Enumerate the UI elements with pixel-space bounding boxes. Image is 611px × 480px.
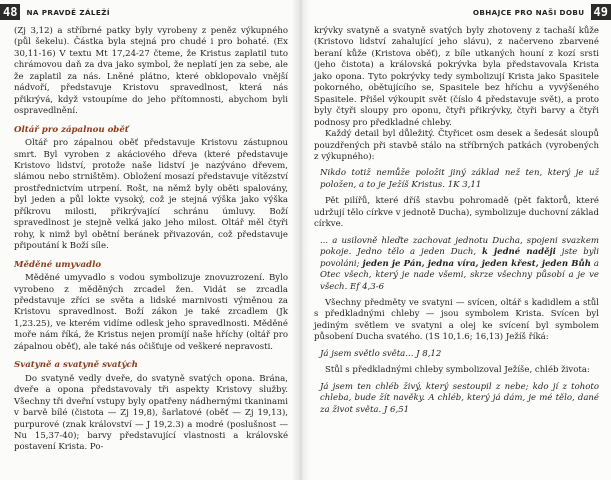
paragraph: Oltář pro zápalnou oběť představuje Kristovu zástupnou smrt. Byl vyroben z akáciového dřeva (které představuje Kristovo lidství, protože naše lidství je nazýváno dřevem, slámou nebo strništěm). Obložení mosazí představuje vítězství prostřednictvím utrpení. Rošt, na němž byly oběti spalovány, byl jeden a půl lokte vysoký, což je stejná výška jako výška příkrovu milosti, přikrývající schránu úmluvy. Boží spravedlnost je stejně velká jako jeho milost. Oltář měl čtyři rohy, k nimž byl obětní beránek přivazován, což představuje připoutání k Boží síle. — [14, 138, 288, 252]
quote-text: ... a usilovně hleďte zachovat jednotu Ducha, spojeni svazkem pokoje. Jedno tělo a jeden Duch, — [320, 235, 599, 258]
section-heading: Oltář pro zápalnou oběť — [14, 124, 129, 135]
paragraph: Všechny předměty ve svatyni — svícen, oltář s kadidlem a stůl s předkladnými chleby — jsou symbolem Krista. Svícen byl jediným světlem ve svatyni a olej ke svícení byl symbolem působení Ducha svatého. (1S 10,1.6; 16,13) Ježíš říká: — [314, 297, 599, 343]
right-page-body — [314, 26, 599, 416]
left-page — [0, 0, 298, 480]
left-page-body — [14, 26, 288, 454]
scripture-quote: Já jsem světlo světa... J 8,12 — [320, 348, 442, 359]
paragraph: (Zj 3,12) a stříbrné patky byly vyrobeny z peněz výkupného (půl šekelu). Částka byla stejná pro chudé i pro bohaté. (Ex 30,11-16) V textu Mt 17,24-27 čteme, že Kristus zaplatil tuto chrámovou daň za dva jako symbol, že neplatí jen za sebe, ale že zaplatil za nás. Lněné plátno, které obklopovalo vnější nádvoří, představuje Kristovu spravedlnost, která nás přikrývá, když vstoupíme do jeho přítomnosti, abychom byli ospravedlnění. — [14, 26, 288, 117]
running-title: NA PRAVDĚ ZÁLEŽÍ — [26, 7, 110, 17]
scripture-quote: Nikdo totiž nemůže položit jiný základ než ten, který je už položen, a to je Ježíš Kristus. 1K 3,11 — [320, 168, 599, 190]
paragraph: Stůl s předkladnými chleby symbolizoval Ježíše, chléb života: — [325, 365, 590, 376]
quote-text: a Otec všech, který je nade všemi, skrze všechny působí a je ve všech. Ef 4,3-6 — [320, 258, 599, 292]
section-heading: Měděné umyvadlo — [14, 259, 102, 270]
quote-emphasis: k jedné naději — [481, 247, 556, 258]
right-page — [298, 0, 611, 480]
paragraph: krývky svatyně a svatyně svatých byly zhotoveny z tachaší kůže (Kristovo lidství zahalující jeho slávu), z načerveno zbarvené beraní kůže (Kristova oběť), z bíle utkaných houní z kozí srsti (jeho čistota) a královská pokrývka byla představovala Krista jako opona. Tyto pokrývky tedy symbolizují Krista jako Spasitele pokorného, obětujícího se, Spasitele bez hříchu a vyvýšeného Spasitele. Přišel výkoupit svět (číslo 4 představuje svět), a proto byly čtyři sloupy pro oponu, čtyři přikrývky, čtyři barvy a čtyři podnosy pro předkladné chleby. — [314, 26, 599, 128]
page-number: 48 — [0, 4, 20, 20]
paragraph: Do svatyně vedly dveře, do svatyně svatých opona. Brána, dveře a opona představovaly tři aspekty Kristovy služby. Všechny tři dveřní vstupy byly opatřeny nádhernými tkaninami v barvě bílé (čistota — Zj 19,8), šarlatové (oběť — Zj 19,13), purpurové (znak království — J 19,2.3) a modré (poslušnost — Nu 15,37-40); barvy představující vlastnosti a královské postavení Krista. Po- — [14, 373, 288, 453]
paragraph: Měděné umyvadlo s vodou symbolizuje znovuzrození. Bylo vyrobeno z měděných zrcadel žen. Vidát se zrcadla představuje zříci se světa a lidské marnivosti výměnou za Kristovu spravedlnost. Boží zákon je také zrcadlem (Jk 1,23.25), ve kterém vidíme odlesk jeho spravedlnosti. Měděné moře nám říká, že Kristus nejen promíjí naše hříchy (oltář pro zápalnou oběť), ale také nás očišťuje od veškeré nepravosti. — [14, 273, 288, 352]
scripture-quote: Já jsem ten chléb živý, který sestoupil z nebe; kdo jí z tohoto chleba, bude žít navěky. A chléb, který já dám, je mé tělo, dané za život světa. J 6,51 — [320, 381, 599, 415]
left-page-header — [0, 4, 116, 20]
scripture-quote — [320, 236, 599, 293]
section-heading: Svatyně a svatyně svatých — [14, 360, 138, 371]
running-title: OBHAJCE PRO NAŠI DOBU — [472, 7, 585, 17]
page-number: 49 — [591, 4, 611, 20]
paragraph: Pět pilířů, které dříš stavbu pohromadě (pět faktorů, které udržují tělo církve v jednotě Ducha), symbolizuje duchovní základ církve. — [314, 196, 599, 230]
right-page-header — [467, 4, 611, 20]
quote-text: jste byli povoláni; — [320, 247, 599, 269]
quote-emphasis: jeden je Pán, jedna víra, jeden křest, jeden Bůh — [362, 258, 591, 269]
paragraph: Každý detail byl důležitý. Čtyřicet osm desek a šedesát sloupů pouzdřených při stavbě stálo na stříbrných patkách (vyrobených z výkupného): — [314, 129, 599, 162]
